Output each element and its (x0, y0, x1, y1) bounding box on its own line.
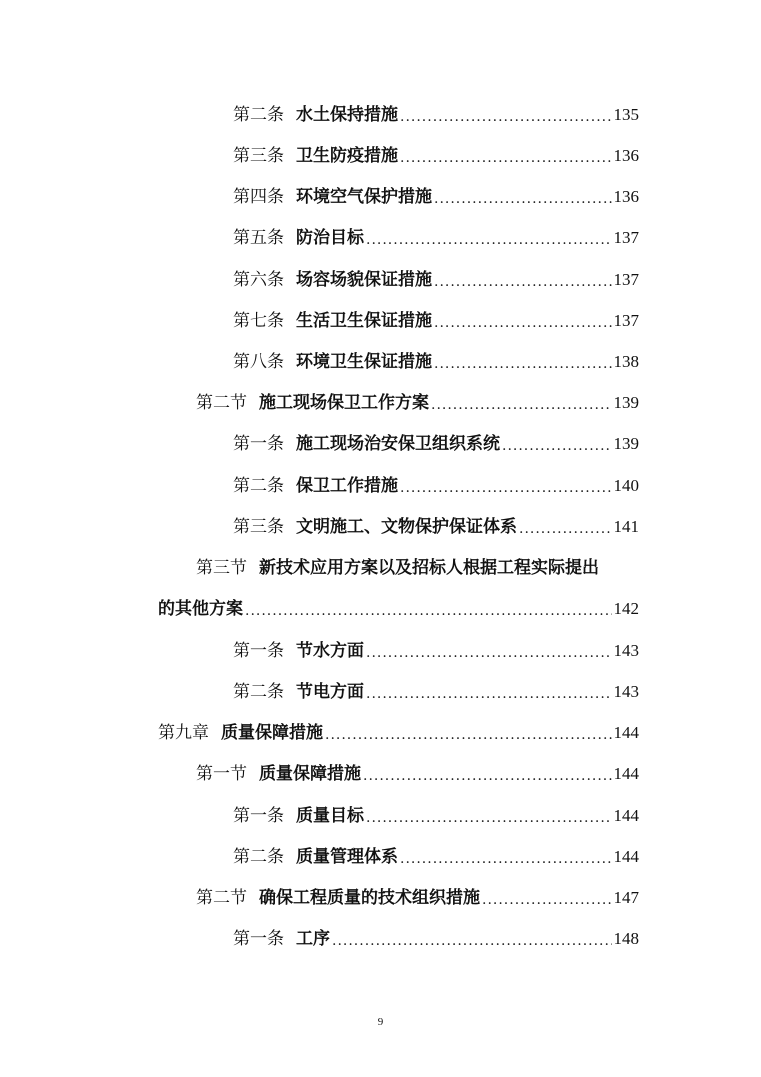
toc-entry-page: 139 (613, 434, 639, 453)
toc-entry[interactable] (233, 920, 639, 950)
toc-entry-title: 节水方面 (296, 641, 364, 661)
toc-entry-title: 质量保障措施 (221, 723, 323, 743)
toc-entry-page: 141 (613, 517, 639, 536)
toc-entry-title: 节电方面 (296, 682, 364, 702)
toc-entry-title: 环境空气保护措施 (296, 187, 432, 207)
toc-entry-page: 136 (613, 146, 639, 165)
toc-entry[interactable] (233, 96, 639, 126)
toc-entry-number: 第一节 (196, 764, 247, 784)
toc-entry[interactable] (196, 879, 639, 909)
toc-entry-number: 第一条 (233, 641, 284, 661)
toc-entry[interactable] (233, 343, 639, 373)
toc-entry-title: 的其他方案 (158, 599, 243, 619)
dot-leader (366, 231, 612, 249)
dot-leader (400, 479, 612, 497)
toc-entry[interactable] (233, 261, 639, 291)
toc-entry-title: 生活卫生保证措施 (296, 311, 432, 331)
dot-leader (325, 726, 612, 744)
dot-leader (363, 767, 612, 785)
toc-entry-page: 144 (613, 764, 639, 783)
dot-leader (400, 850, 612, 868)
toc-entry[interactable] (233, 219, 639, 249)
toc-entry-title: 场容场貌保证措施 (296, 270, 432, 290)
dot-leader (400, 108, 612, 126)
dot-leader (502, 437, 612, 455)
toc-entry-page: 139 (613, 393, 639, 412)
dot-leader (434, 355, 612, 373)
toc-entry-number: 第三条 (233, 517, 284, 537)
toc-entry[interactable] (196, 755, 639, 785)
toc-entry[interactable] (233, 137, 639, 167)
toc-entry[interactable] (233, 178, 639, 208)
toc-entry-title: 确保工程质量的技术组织措施 (259, 888, 480, 908)
dot-leader (434, 273, 612, 291)
dot-leader (434, 190, 612, 208)
toc-entry[interactable] (233, 632, 639, 662)
toc-entry-title: 质量管理体系 (296, 847, 398, 867)
toc-entry-number: 第三条 (233, 146, 284, 166)
dot-leader (431, 396, 612, 414)
toc-entry-title: 卫生防疫措施 (296, 146, 398, 166)
toc-entry-number: 第八条 (233, 352, 284, 372)
toc-entry-title: 工序 (296, 929, 330, 949)
toc-entry-page: 137 (613, 228, 639, 247)
toc-entry-number: 第二条 (233, 847, 284, 867)
toc-entry-number: 第二节 (196, 393, 247, 413)
dot-leader (482, 891, 612, 909)
toc-entry-number: 第二条 (233, 476, 284, 496)
toc-entry-page: 144 (613, 847, 639, 866)
toc-entry[interactable] (158, 714, 639, 744)
toc-entry-page: 140 (613, 476, 639, 495)
dot-leader (366, 809, 612, 827)
toc-entry-page: 147 (613, 888, 639, 907)
dot-leader (332, 932, 612, 950)
toc-entry-number: 第一条 (233, 806, 284, 826)
toc-entry-number: 第二条 (233, 682, 284, 702)
toc-entry-number: 第七条 (233, 311, 284, 331)
toc-entry-page: 144 (613, 723, 639, 742)
dot-leader (519, 520, 612, 538)
toc-entry[interactable] (233, 467, 639, 497)
dot-leader (366, 644, 612, 662)
toc-entry-title: 质量保障措施 (259, 764, 361, 784)
toc-entry-title: 文明施工、文物保护保证体系 (296, 517, 517, 537)
toc-entry-number: 第二节 (196, 888, 247, 908)
toc-entry-page: 135 (613, 105, 639, 124)
toc-entry-title: 施工现场保卫工作方案 (259, 393, 429, 413)
toc-entry[interactable] (196, 384, 639, 414)
dot-leader (366, 685, 612, 703)
toc-entry-title: 防治目标 (296, 228, 364, 248)
toc-entry[interactable] (233, 797, 639, 827)
toc-entry-number: 第九章 (158, 723, 209, 743)
toc-entry-page: 138 (613, 352, 639, 371)
toc-entry-number: 第二条 (233, 105, 284, 125)
toc-entry-page: 137 (613, 311, 639, 330)
toc-entry-title: 施工现场治安保卫组织系统 (296, 434, 500, 454)
dot-leader (400, 149, 612, 167)
toc-entry-page: 144 (613, 806, 639, 825)
toc-entry-title: 水土保持措施 (296, 105, 398, 125)
toc-entry-number: 第六条 (233, 270, 284, 290)
toc-entry[interactable] (233, 425, 639, 455)
toc-entry-number: 第三节 (196, 558, 247, 578)
toc-entry-title: 保卫工作措施 (296, 476, 398, 496)
toc-entry-page: 143 (613, 641, 639, 660)
toc-entry-title: 新技术应用方案以及招标人根据工程实际提出 (259, 558, 599, 578)
toc-entry-multiline-first[interactable] (196, 549, 639, 579)
toc-entry[interactable] (233, 302, 639, 332)
toc-entry-page: 136 (613, 187, 639, 206)
toc-entry-page: 143 (613, 682, 639, 701)
dot-leader (434, 314, 612, 332)
toc-entry-title: 质量目标 (296, 806, 364, 826)
toc-entry[interactable] (233, 673, 639, 703)
toc-entry-number: 第四条 (233, 187, 284, 207)
toc-entry-number: 第五条 (233, 228, 284, 248)
toc-entry[interactable] (233, 508, 639, 538)
page-number: 9 (377, 1016, 384, 1028)
toc-entry-page: 142 (613, 599, 639, 618)
toc-entry-number: 第一条 (233, 929, 284, 949)
toc-entry-page: 148 (613, 929, 639, 948)
toc-entry-title: 环境卫生保证措施 (296, 352, 432, 372)
toc-entry-number: 第一条 (233, 434, 284, 454)
dot-leader (245, 602, 612, 620)
toc-entry-page: 137 (613, 270, 639, 289)
toc-entry[interactable] (233, 838, 639, 868)
toc-entry-multiline-continuation[interactable] (158, 590, 639, 620)
